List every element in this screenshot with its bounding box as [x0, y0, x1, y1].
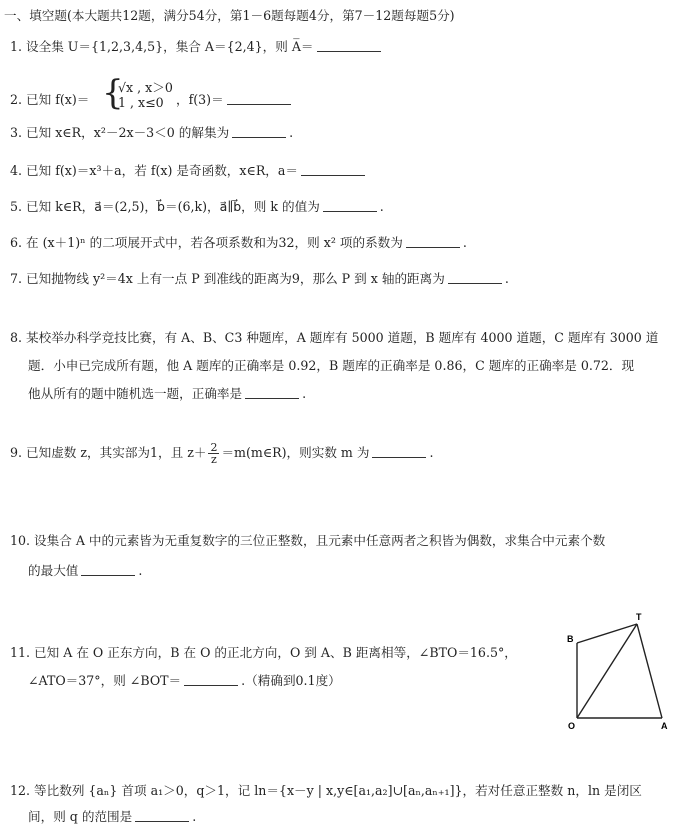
- answer-blank-8[interactable]: [245, 386, 299, 399]
- answer-blank-11[interactable]: [184, 673, 238, 686]
- question-9-end: .: [429, 445, 434, 460]
- question-5-text: 5. 已知 k∈R，a⃗＝(2,5)，b⃗＝(6,k)，a⃗∥b⃗，则 k 的值为: [10, 199, 320, 214]
- label-b: B: [567, 634, 574, 644]
- answer-blank-10[interactable]: [81, 563, 135, 576]
- question-10-line-2: [28, 563, 142, 579]
- question-6-text: 6. 在 (x＋1)ⁿ 的二项展开式中，若各项系数和为32，则 x² 项的系数为: [10, 235, 403, 250]
- segment-bt: [577, 624, 637, 643]
- question-3-end: .: [289, 125, 294, 140]
- question-11-line-2: [28, 673, 341, 689]
- question-8-line-2: 题．小申已完成所有题，他 A 题库的正确率是 0.92，B 题库的正确率是 0.86，C 题库的正确率是 0.72．现: [28, 358, 635, 373]
- question-6: [10, 235, 467, 251]
- segment-ot: [577, 624, 637, 718]
- question-12-line-1: 12. 等比数列 {aₙ} 首项 a₁＞0，q＞1，记 ln＝{x－y | x,y∈[a₁,a₂]∪[aₙ,aₙ₊₁]}，若对任意正整数 n，ln 是闭区: [10, 783, 642, 798]
- question-2-prefix: 2. 已知 f(x)＝: [10, 92, 90, 107]
- question-7: [10, 271, 509, 287]
- answer-blank-6[interactable]: [406, 235, 460, 248]
- answer-blank-12[interactable]: [135, 809, 189, 822]
- label-a: A: [661, 721, 668, 731]
- question-5-end: .: [379, 199, 384, 214]
- answer-blank-4[interactable]: [301, 163, 365, 176]
- geometry-figure: [565, 608, 675, 733]
- question-4: [10, 163, 368, 179]
- answer-blank-1[interactable]: [317, 39, 381, 52]
- answer-blank-7[interactable]: [448, 271, 502, 284]
- question-4-text: 4. 已知 f(x)＝x³＋a，若 f(x) 是奇函数，x∈R，a＝: [10, 163, 299, 178]
- question-1: [10, 39, 384, 55]
- fraction-denominator: z: [211, 453, 217, 466]
- question-9-suffix: ＝m(m∈R)，则实数 m 为: [221, 445, 370, 460]
- segment-at: [637, 624, 662, 718]
- answer-blank-2[interactable]: [227, 92, 291, 105]
- question-1-text: 1. 设全集 U＝{1,2,3,4,5}，集合 A＝{2,4}，则 A̅＝: [10, 39, 314, 54]
- answer-blank-3[interactable]: [232, 125, 286, 138]
- question-8-text: 他从所有的题中随机选一题，正确率是: [28, 386, 243, 401]
- question-3-text: 3. 已知 x∈R，x²－2x－3＜0 的解集为: [10, 125, 230, 140]
- question-12-text: 间，则 q 的范围是: [28, 809, 133, 824]
- question-2-case-1: √x , x＞0: [118, 80, 173, 95]
- question-8-line-3: [28, 386, 306, 402]
- question-7-text: 7. 已知抛物线 y²＝4x 上有一点 P 到准线的距离为9，那么 P 到 x 轴的距离为: [10, 271, 445, 286]
- label-o: O: [568, 721, 576, 731]
- question-11-text: ∠ATO＝37°，则 ∠BOT＝: [28, 673, 182, 688]
- question-2-case-2: 1 , x≤0: [118, 95, 164, 110]
- question-3: [10, 125, 293, 141]
- answer-blank-9[interactable]: [372, 445, 426, 458]
- question-2-suffix: ，f(3)＝: [176, 92, 224, 107]
- question-11-line-1: 11. 已知 A 在 O 正东方向，B 在 O 的正北方向，O 到 A、B 距离相等，∠BTO＝16.5°，: [10, 645, 517, 660]
- question-8-line-1: 8. 某校举办科学竞技比赛，有 A、B、C3 种题库，A 题库有 5000 道题，B 题库有 4000 道题，C 题库有 3000 道: [10, 330, 659, 345]
- question-10-line-1: 10. 设集合 A 中的元素皆为无重复数字的三位正整数，且元素中任意两者之积皆为偶数，求集合中元素个数: [10, 533, 606, 548]
- fraction: [208, 442, 219, 465]
- question-10-text: 的最大值: [28, 563, 79, 578]
- question-8-end: .: [302, 386, 307, 401]
- question-12-end: .: [192, 809, 197, 824]
- question-11-note: .（精确到0.1度）: [241, 673, 341, 688]
- section-header: 一、填空题(本大题共12题，满分54分，第1－6题每题4分，第7－12题每题5分): [4, 8, 455, 23]
- fraction-numerator: 2: [210, 441, 218, 454]
- question-12-line-2: [28, 809, 196, 825]
- question-10-end: .: [138, 563, 143, 578]
- question-2-tail: [176, 89, 294, 108]
- question-9: [10, 442, 433, 465]
- question-9-prefix: 9. 已知虚数 z，其实部为1，且 z＋: [10, 445, 207, 460]
- question-5: [10, 199, 384, 215]
- question-7-end: .: [504, 271, 509, 286]
- question-6-end: .: [462, 235, 467, 250]
- brace-symbol: {: [102, 73, 124, 113]
- answer-blank-5[interactable]: [323, 199, 377, 212]
- label-t: T: [636, 612, 642, 622]
